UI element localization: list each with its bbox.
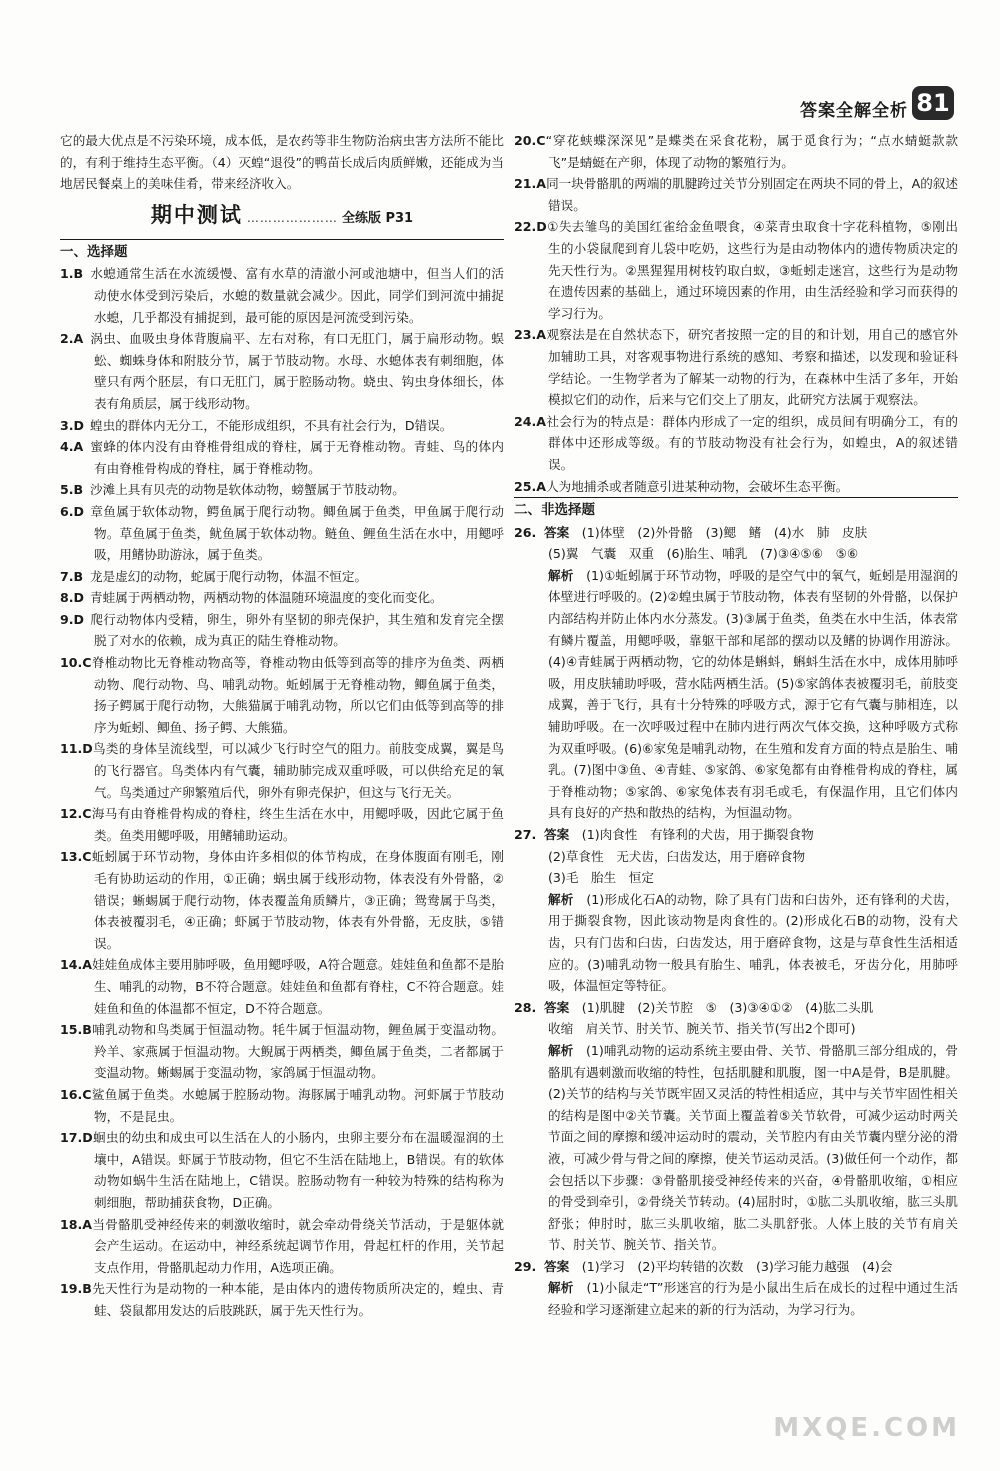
answer-number: 12.C — [60, 806, 92, 822]
answer-line-text: (1)肌腱 (2)关节腔 ⑤ (3)③④①② (4)肱二头肌 — [581, 999, 874, 1015]
answer-text: 蝗虫的群体内无分工，不能形成组织，不具有社会行为，D错误。 — [90, 417, 453, 433]
answer-label: 答案 — [544, 827, 570, 842]
answer-item — [60, 846, 504, 954]
answer-text: 水螅通常生活在水流缓慢、富有水草的清澈小河或池塘中，但当人们的活动使水体受到污染后，水螅的数量就会减少。因此，同学们到河流中捕捉水螅，几乎都没有捕捉到，最可能的原因是河流受到污染。 — [90, 266, 504, 325]
explanation — [514, 889, 958, 997]
explanation-text: (1)形成化石A的动物，除了具有门齿和臼齿外，还有锋利的犬齿，用于撕裂食物，因此该动物是肉食性的。(2)形成化石B的动物，没有犬齿，只有门齿和臼齿，臼齿发达，用于磨碎食物，这是与草食性生活相适应的。(3)哺乳动物一般具有胎生、哺乳，体表被毛，牙齿分化，用肺呼吸，体温恒定等特征。 — [548, 891, 958, 994]
answer-item — [60, 803, 504, 846]
answer-number: 9.D — [60, 611, 85, 627]
answer-text: 当骨骼肌受神经传来的刺激收缩时，就会牵动骨绕关节活动，于是躯体就会产生运动。在运动中，神经系统起调节作用，骨起杠杆的作用，关节起支点作用，骨骼肌起动力作用，A选项正确。 — [92, 1216, 504, 1275]
answer-item — [514, 476, 958, 498]
answer-text: 脊椎动物比无脊椎动物高等，脊椎动物由低等到高等的排序为鱼类、两栖动物、爬行动物、鸟、哺乳动物。蚯蚓属于无脊椎动物，鲫鱼属于鱼类，扬子鳄属于爬行动物，大熊猫属于哺乳动物，所以它们由低等到高等的排序为蚯蚓、鲫鱼、扬子鳄、大熊猫。 — [91, 655, 504, 735]
answer-line — [514, 846, 958, 868]
answer-item — [60, 738, 504, 803]
answer-line-text: (1)体壁 (2)外骨骼 (3)鳃 鳍 (4)水 肺 皮肤 — [581, 524, 868, 540]
answer-number: 25.A — [514, 478, 547, 494]
answer-text: 鸟类的身体呈流线型，可以减少飞行时空气的阻力。前肢变成翼，翼是鸟的飞行器官。鸟类体内有气囊，辅助肺完成双重呼吸，可以供给充足的氧气。鸟类通过产卵繁殖后代，卵外有卵壳保护，但这与飞行无关。 — [92, 741, 504, 800]
answer-text: 章鱼属于软体动物，鳄鱼属于爬行动物。鲫鱼属于鱼类，甲鱼属于爬行动物。草鱼属于鱼类，鱿鱼属于软体动物。鲢鱼、鲤鱼生活在水中，用鳃呼吸，用鳍协助游泳，属于鱼类。 — [90, 503, 504, 563]
answer-text: 先天性行为是动物的一种本能，是由体内的遗传物质所决定的，蝗虫、青蛙、袋鼠都用发达的后肢跳跃，属于先天性行为。 — [91, 1281, 504, 1318]
answer-line-text: (5)翼 气囊 双重 (6)胎生、哺乳 (7)③④⑤⑥ ⑤⑥ — [548, 546, 859, 562]
answer-number: 13.C — [60, 849, 92, 865]
answer-number: 1.B — [60, 266, 84, 282]
answer-number: 24.A — [514, 413, 547, 429]
answer-item — [60, 328, 504, 414]
header-title: 答案全解全析 — [800, 101, 908, 121]
answer-number: 19.B — [60, 1281, 92, 1297]
answer-number: 3.D — [60, 417, 85, 433]
explanation — [514, 1040, 958, 1256]
answer-line-text: (1)肉食性 有锋利的犬齿，用于撕裂食物 — [581, 827, 814, 842]
answer-number: 14.A — [60, 957, 93, 973]
answer-line — [514, 1256, 958, 1278]
answer-line-text: (2)草食性 无犬齿，臼齿发达，用于磨碎食物 — [548, 848, 806, 864]
section-nonchoice-title: 二、非选择题 — [514, 497, 958, 522]
page-number: 81 — [912, 86, 954, 120]
answer-text: 爬行动物体内受精，卵生，卵外有坚韧的卵壳保护，其生殖和发育完全摆脱了对水的依赖，成为真正的陆生脊椎动物。 — [90, 611, 504, 649]
answer-item — [514, 216, 958, 324]
right-column — [514, 130, 958, 1321]
answer-label: 答案 — [544, 1258, 570, 1274]
answer-number: 20.C — [514, 133, 546, 148]
answer-text: 鲨鱼属于鱼类。水螅属于腔肠动物。海豚属于哺乳动物。河虾属于节肢动物，不是昆虫。 — [91, 1086, 504, 1124]
question-number: 27. — [514, 827, 537, 842]
answer-number: 2.A — [60, 331, 84, 347]
answer-item — [60, 501, 504, 566]
left-answer-list — [60, 263, 504, 1321]
test-title: 期中测试 — [150, 202, 243, 227]
answer-text: 同一块骨骼肌的两端的肌腱跨过关节分别固定在两块不同的骨上，A的叙述错误。 — [546, 176, 958, 213]
answer-line — [514, 997, 958, 1019]
explanation — [514, 1277, 958, 1320]
answer-text: 社会行为的特点是：群体内形成了一定的组织，成员间有明确分工，有的群体中还形成等级。有的节肢动物没有社会行为，如蝗虫，A的叙述错误。 — [546, 413, 958, 472]
answer-text: 蛔虫的幼虫和成虫可以生活在人的小肠内，虫卵主要分布在温暖湿润的土壤中，A错误。虾属于节肢动物，但它不生活在陆地上，B错误。有的软体动物如蜗牛生活在陆地上，C错误。腔肠动物有一种较为特殊的结构称为刺细胞，帮助捕获食物，D正确。 — [92, 1130, 504, 1210]
answer-label: 答案 — [544, 999, 570, 1015]
right-answer-list — [514, 130, 958, 497]
answer-item — [60, 587, 504, 609]
answer-item — [60, 1214, 504, 1279]
answer-text: 涡虫、血吸虫身体背腹扁平、左右对称，有口无肛门，属于扁形动物。蜈蚣、蜘蛛身体和附肢分节，属于节肢动物。水母、水螅体表有刺细胞，体壁只有两个胚层，有口无肛门，属于腔肠动物。蛲虫、钩虫身体细长，体表有角质层，属于线形动物。 — [90, 331, 504, 411]
answer-text: 青蛙属于两栖动物，两栖动物的体温随环境温度的变化而变化。 — [90, 590, 443, 606]
answer-text: 蚯蚓属于环节动物，身体由许多相似的体节构成，在身体腹面有刚毛，刚毛有协助运动的作用，①正确；蜗虫属于线形动物，体表没有外骨骼，②错误；蜥蜴属于爬行动物，体表覆盖角质鳞片，③正确；鸳鸯属于鸟类，体表被覆羽毛，④正确；虾属于节肢动物，体表有外骨骼，无皮肤，⑤错误。 — [91, 849, 504, 951]
answer-item — [514, 324, 958, 410]
test-heading — [60, 202, 504, 235]
answer-line-text: 收缩 肩关节、肘关节、腕关节、指关节(写出2个即可) — [548, 1021, 856, 1037]
answer-item — [60, 954, 504, 1019]
nonchoice-answer-list — [514, 522, 958, 1321]
test-dots: ………………… — [246, 210, 338, 225]
answer-line — [514, 867, 958, 889]
answer-number: 16.C — [60, 1086, 92, 1102]
answer-number: 11.D — [60, 741, 93, 757]
page-header — [0, 88, 1000, 128]
answer-label: 答案 — [544, 524, 570, 540]
watermark-logo: MXQE.COM — [773, 1413, 960, 1443]
answer-item — [60, 415, 504, 437]
section-choice-title: 一、选择题 — [60, 239, 504, 264]
answer-item — [60, 479, 504, 501]
answer-item — [60, 436, 504, 479]
answer-item — [60, 263, 504, 328]
answer-item — [60, 609, 504, 652]
answer-text: 海马有由脊椎骨构成的脊柱，终生生活在水中，用鳃呼吸，因此它属于鱼类。鱼类用鳃呼吸，用鳍辅助运动。 — [91, 806, 504, 843]
answer-text: 龙是虚幻的动物，蛇属于爬行动物，体温不恒定。 — [90, 568, 368, 584]
answer-number: 18.A — [60, 1216, 93, 1232]
answer-line-text: (3)毛 胎生 恒定 — [548, 870, 654, 886]
answer-item — [60, 1019, 504, 1084]
answer-item — [514, 173, 958, 216]
intro-paragraph: 它的最大优点是不污染环境，成本低，是农药等非生物防治病虫害方法所不能比的，有利于维持生态平衡。（4）灭蝗“退役”的鸭苗长成后肉质鲜嫩，还能成为当地居民餐桌上的美味佳肴，带来经济收入。 — [60, 133, 504, 192]
answer-item — [60, 1127, 504, 1213]
explanation-text: (1)哺乳动物的运动系统主要由骨、关节、骨骼肌三部分组成的，骨骼肌有遇刺激而收缩的特性，包括肌腱和肌腹，图一中A是骨，B是肌腱。(2)关节的结构与关节既牢固又灵活的特性相适应，其中与关节牢固性相关的结构是图中②关节囊。关节面上覆盖着⑤关节软骨，可减少运动时两关节面之间的摩擦和缓冲运动时的震动，关节腔内有由关节囊内壁分泌的滑液，可减少骨与骨之间的摩擦，使关节运动灵活。(3)做任何一个动作，都会包括以下步骤：③骨骼肌接受神经传来的兴奋，④骨骼肌收缩，①相应的骨受到牵引，②骨绕关节转动。(4)屈肘时，①肱二头肌收缩，肱三头肌舒张；伸肘时，肱三头肌收缩，肱二头肌舒张。人体上肢的关节有肩关节、肘关节、腕关节、指关节。 — [548, 1042, 959, 1253]
answer-item — [514, 411, 958, 476]
answer-line-text: (1)学习 (2)平均转错的次数 (3)学习能力越强 (4)会 — [581, 1258, 893, 1274]
explanation-text: (1)①蚯蚓属于环节动物，呼吸的是空气中的氧气，蚯蚓是用湿润的体壁进行呼吸的。(2)②蝗虫属于节肢动物，体表有坚韧的外骨骼，以保护内部结构并防止体内水分蒸发。(3)③属于鱼类，鱼类在水中生活，体表常有鳞片覆盖，用鳃呼吸，靠躯干部和尾部的摆动以及鳍的协调作用游泳。(4)④青蛙属于两栖动物，它的幼体是蝌蚪，蝌蚪生活在水中，成体用肺呼吸，用皮肤辅助呼吸，营水陆两栖生活。(5)⑤家鸽体表被覆羽毛，前肢变成翼，善于飞行，具有十分特殊的呼吸方式，源于它有气囊与肺相连，以辅助呼吸。在一次呼吸过程中在肺内进行两次气体交换，这种呼吸方式称为双重呼吸。(6)⑥家兔是哺乳动物，在生殖和发育方面的特点是胎生、哺乳。(7)图中③鱼、④青蛙、⑤家鸽、⑥家兔都有由脊椎骨构成的脊柱，属于脊椎动物；⑤家鸽、⑥家兔体表有羽毛或毛，有保温作用，且它们体内具有良好的产热和散热的结构，为恒温动物。 — [548, 567, 959, 821]
test-ref: 全练版 P31 — [341, 210, 414, 226]
explanation-label: 解析 — [548, 1042, 574, 1058]
answer-number: 15.B — [60, 1022, 92, 1038]
answer-text: 哺乳动物和鸟类属于恒温动物。牦牛属于恒温动物，鲤鱼属于变温动物。羚羊、家燕属于恒温动物。大鲵属于两栖类，鲫鱼属于鱼类，二者都属于变温动物。蜥蜴属于变温动物，家鸽属于恒温动物。 — [91, 1022, 504, 1081]
explanation-label: 解析 — [548, 1280, 574, 1296]
answer-text: ①失去雏鸟的美国红雀给金鱼喂食，④菜青虫取食十字花科植物，⑤刚出生的小袋鼠爬到育儿袋中吃奶，这些行为是由动物体内的遗传物质决定的先天性行为。②黑猩猩用树枝钓取白蚁，③蚯蚓走迷宫，这些行为是动物在遗传因素的基础上，通过环境因素的作用，由生活经验和学习而获得的学习行为。 — [546, 219, 958, 321]
answer-item — [60, 1278, 504, 1321]
answer-text: “穿花蛱蝶深深见”是蝶类在采食花粉，属于觅食行为；“点水蜻蜓款款飞”是蜻蜓在产卵，体现了动物的繁殖行为。 — [545, 133, 958, 170]
answer-number: 21.A — [514, 176, 547, 192]
answer-number: 4.A — [60, 439, 84, 455]
explanation-text: (1)小鼠走“T”形迷宫的行为是小鼠出生后在成长的过程中通过生活经验和学习逐渐建立起来的新的行为活动，为学习行为。 — [548, 1280, 959, 1318]
answer-text: 沙滩上具有贝壳的动物是软体动物，螃蟹属于节肢动物。 — [90, 482, 405, 498]
answer-line — [514, 522, 958, 544]
answer-line — [514, 543, 958, 565]
answer-item — [60, 1084, 504, 1127]
answer-text: 观察法是在自然状态下，研究者按照一定的目的和计划，用自己的感官外加辅助工具，对客观事物进行系统的感知、考察和描述，以发现和验证科学结论。一生物学者为了解某一动物的行为，在森林中生活了多年，开始模拟它们的动作，后来与它们交上了朋友，此研究方法属于观察法。 — [546, 327, 958, 408]
answer-item — [514, 130, 958, 173]
answer-number: 7.B — [60, 568, 84, 584]
answer-text: 人为地捕杀或者随意引进某种动物，会破坏生态平衡。 — [546, 478, 849, 494]
answer-line — [514, 1018, 958, 1040]
answer-number: 10.C — [60, 655, 92, 671]
left-column — [60, 130, 504, 1321]
question-number: 29. — [514, 1258, 537, 1274]
answer-text: 蜜蜂的体内没有由脊椎骨组成的脊柱，属于无脊椎动物。青蛙、鸟的体内有由脊椎骨构成的脊柱，属于脊椎动物。 — [90, 439, 504, 476]
answer-text: 娃娃鱼成体主要用肺呼吸，鱼用鳃呼吸，A符合题意。娃娃鱼和鱼都不是胎生、哺乳的动物，B不符合题意。娃娃鱼和鱼都有脊柱，C不符合题意。娃娃鱼和鱼的体温都不恒定，D不符合题意。 — [92, 957, 504, 1016]
explanation-label: 解析 — [548, 891, 574, 907]
answer-number: 17.D — [60, 1130, 93, 1146]
answer-line — [514, 824, 958, 846]
question-number: 26. — [514, 524, 537, 540]
answer-number: 6.D — [60, 503, 85, 519]
explanation-label: 解析 — [548, 567, 574, 583]
answer-item — [60, 652, 504, 738]
answer-number: 23.A — [514, 327, 547, 343]
question-number: 28. — [514, 999, 537, 1015]
answer-number: 22.D — [514, 219, 547, 235]
explanation — [514, 565, 958, 824]
answer-number: 5.B — [60, 482, 84, 498]
answer-number: 8.D — [60, 590, 85, 606]
answer-item — [60, 566, 504, 588]
